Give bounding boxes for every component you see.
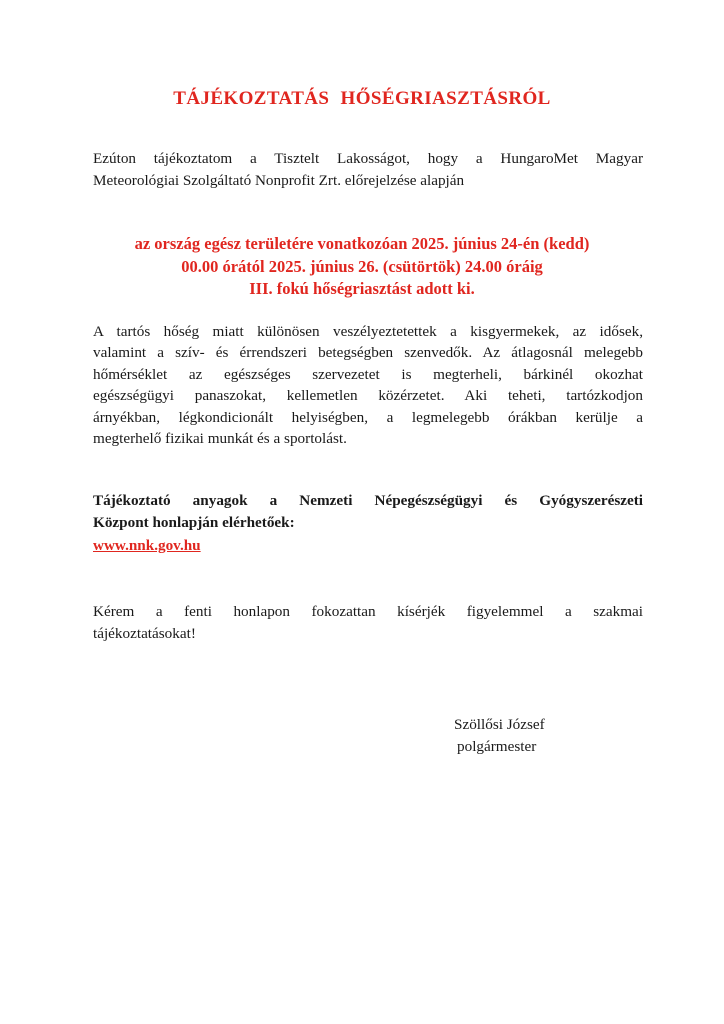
body-line: hőmérséklet az egészséges szervezetet is megterheli, bárkinél okozhat bbox=[93, 365, 643, 383]
body-line: megterhelő fizikai munkát és a sportolást. bbox=[93, 430, 347, 448]
signature-block bbox=[454, 714, 545, 757]
nnk-website-link[interactable]: www.nnk.gov.hu bbox=[93, 537, 201, 554]
body-line: valamint a szív- és érrendszeri betegségben szenvedők. Az átlagosnál melegebb bbox=[93, 344, 643, 362]
info-line: Tájékoztató anyagok a Nemzeti Népegészségügyi és Gyógyszerészeti bbox=[93, 492, 643, 509]
info-materials-paragraph bbox=[93, 490, 643, 533]
body-line: egészségügyi panaszokat, kellemetlen közérzetet. Aki teheti, tartózkodjon bbox=[93, 387, 643, 405]
closing-line: Kérem a fenti honlapon fokozattan kísérjék figyelemmel a szakmai bbox=[93, 603, 643, 620]
info-line: Központ honlapján elérhetőek: bbox=[93, 513, 295, 531]
body-line: árnyékban, légkondicionált helyiségben, a legmelegebb órákban kerülje a bbox=[93, 408, 643, 426]
closing-paragraph bbox=[93, 601, 643, 644]
intro-paragraph bbox=[93, 148, 643, 192]
alert-line: III. fokú hőségriasztást adott ki. bbox=[249, 279, 475, 298]
intro-line: Ezúton tájékoztatom a Tisztelt Lakosságot, hogy a HungaroMet Magyar bbox=[93, 150, 643, 167]
health-advice-paragraph bbox=[93, 321, 643, 449]
signer-role: polgármester bbox=[457, 737, 537, 755]
document-title: TÁJÉKOZTATÁS HŐSÉGRIASZTÁSRÓL bbox=[173, 88, 551, 109]
alert-line: az ország egész területére vonatkozóan 2025. június 24-én (kedd) bbox=[134, 234, 590, 253]
signer-name: Szöllősi József bbox=[454, 716, 545, 733]
alert-notice bbox=[0, 233, 724, 301]
body-line: A tartós hőség miatt különösen veszélyeztetettek a kisgyermekek, az idősek, bbox=[93, 323, 643, 340]
closing-line: tájékoztatásokat! bbox=[93, 624, 196, 642]
intro-line: Meteorológiai Szolgáltató Nonprofit Zrt. előrejelzése alapján bbox=[93, 172, 465, 189]
alert-line: 00.00 órától 2025. június 26. (csütörtök) 24.00 óráig bbox=[181, 256, 543, 276]
